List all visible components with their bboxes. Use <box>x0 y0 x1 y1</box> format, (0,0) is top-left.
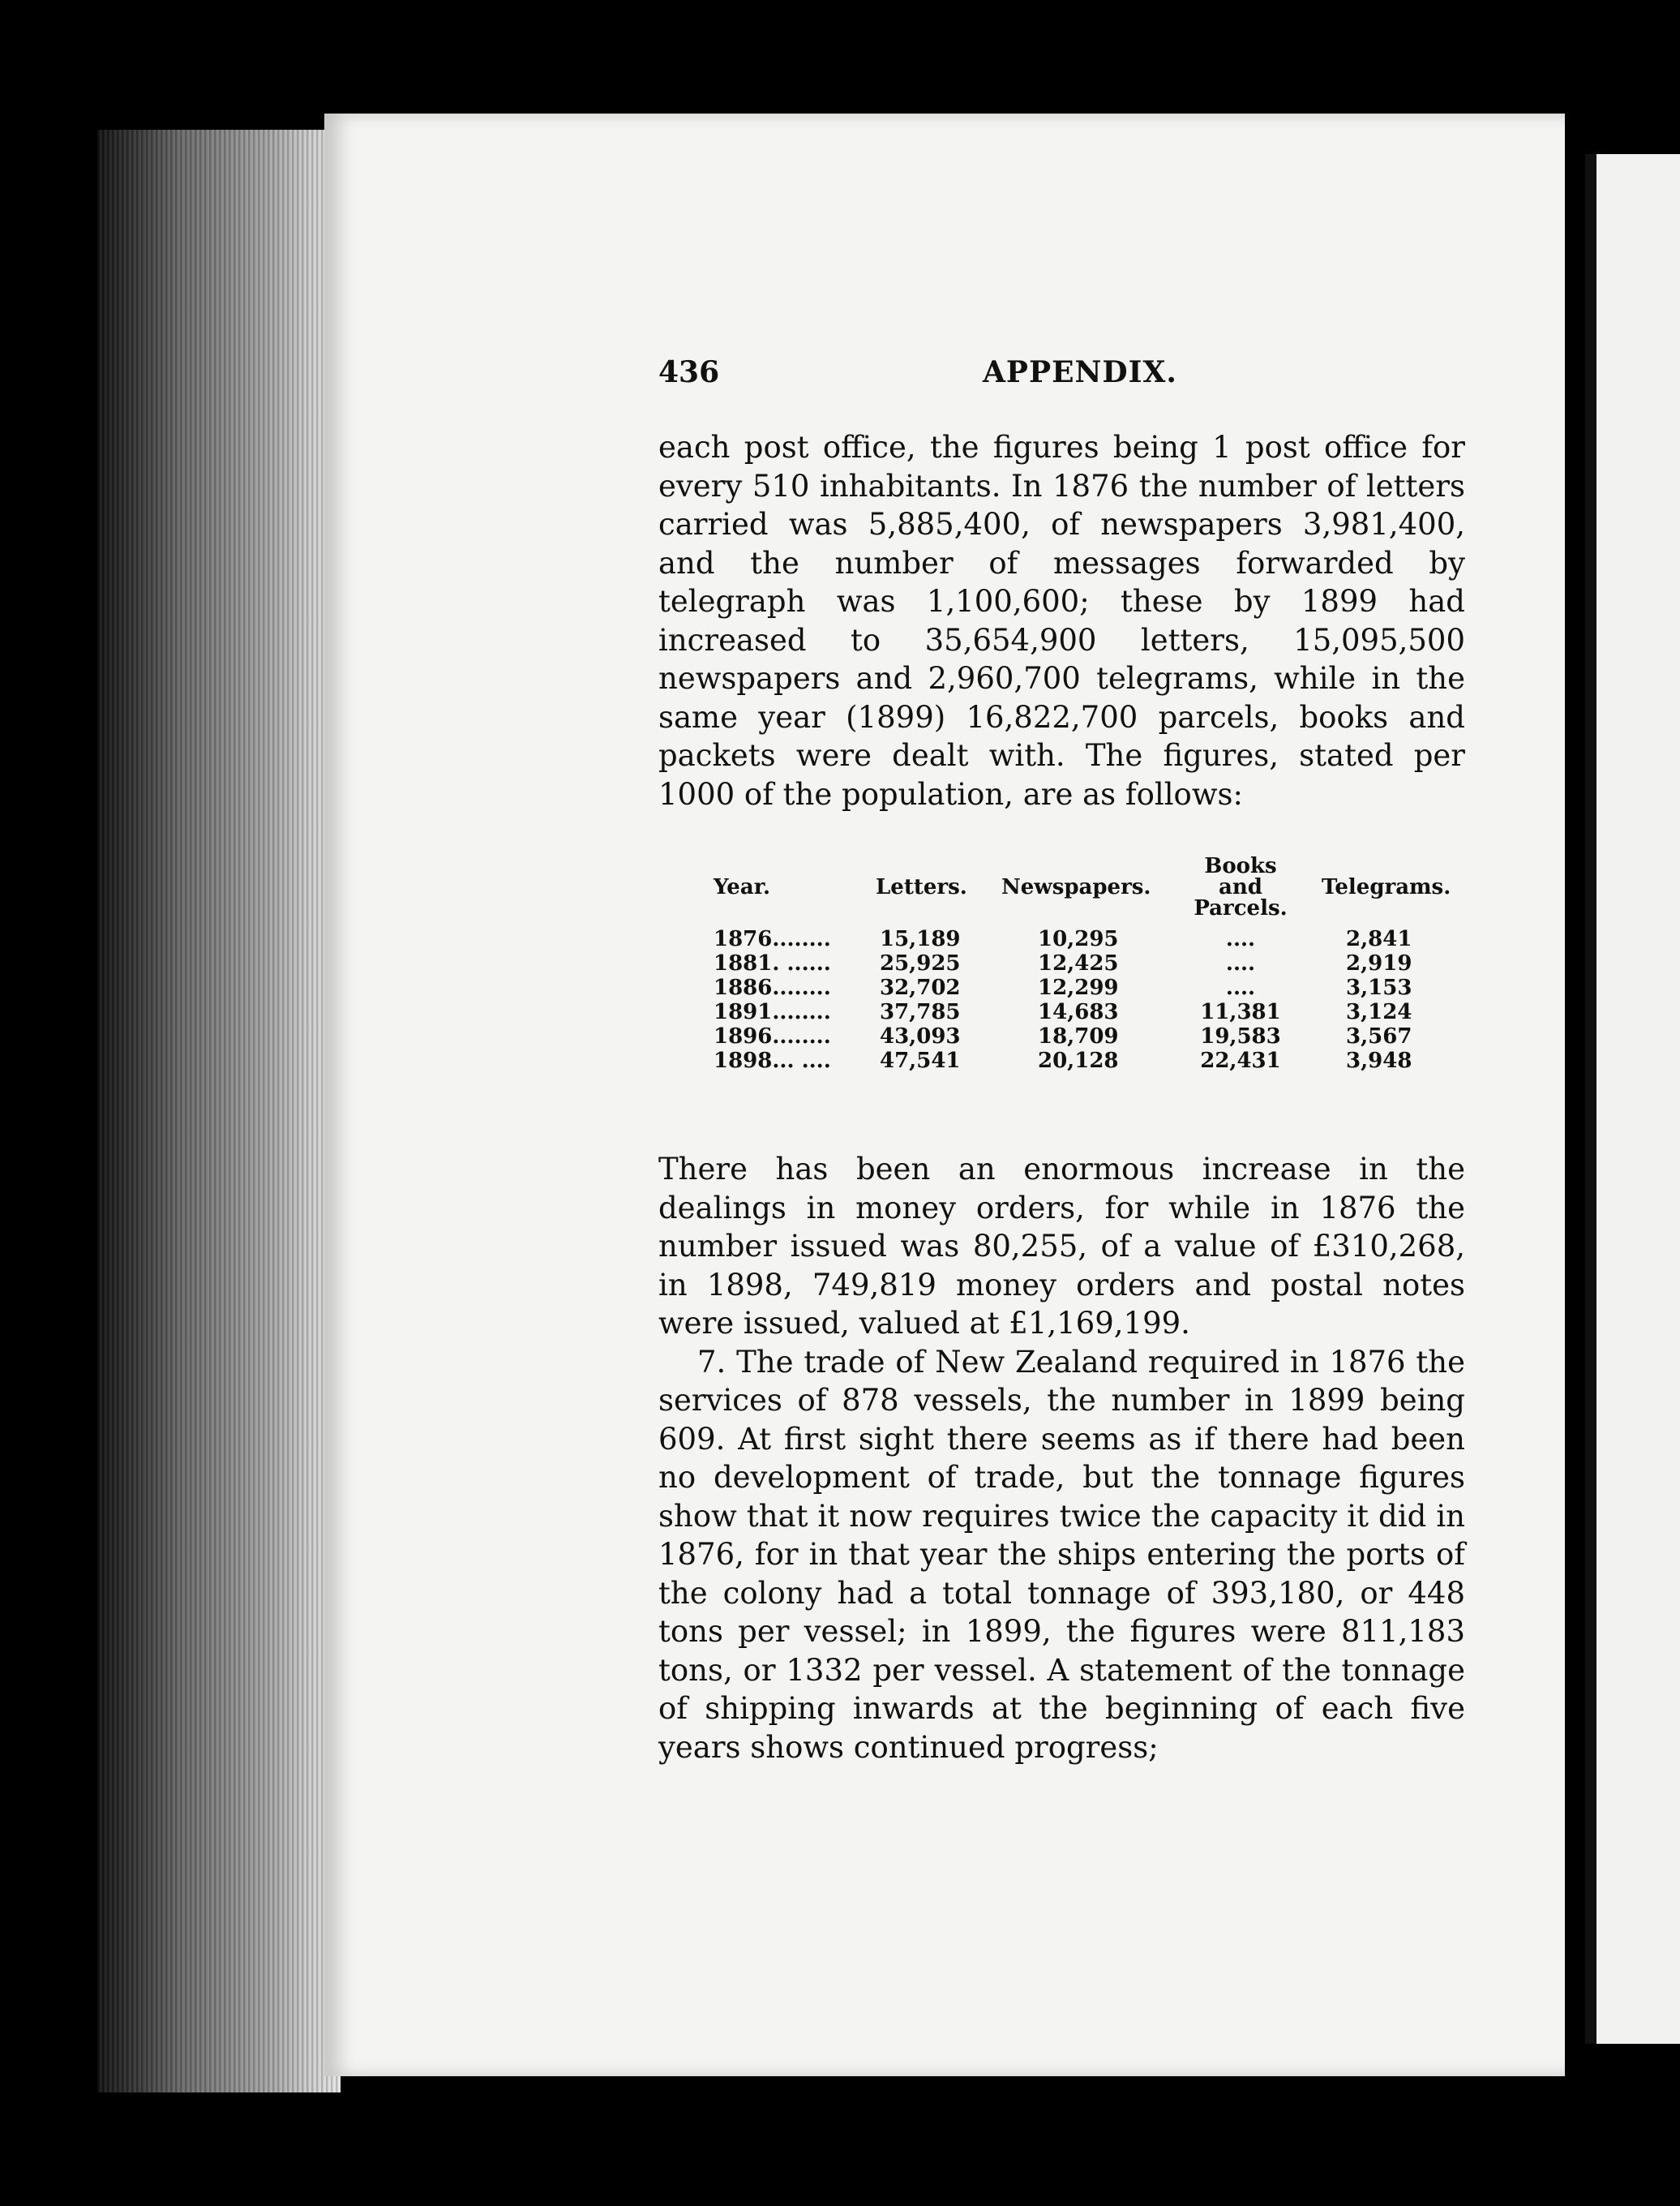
table-row <box>705 1000 1459 1024</box>
header-letters: Letters. <box>876 875 967 899</box>
year-cell: 1891........ <box>714 1000 831 1024</box>
newspapers-cell: 12,425 <box>1038 951 1119 976</box>
year-cell: 1886........ <box>714 976 831 1000</box>
header-books-line-3: Parcels. <box>1194 896 1288 921</box>
newspapers-cell: 12,299 <box>1038 976 1119 1000</box>
books-cell: 22,431 <box>1200 1049 1281 1073</box>
year-cell: 1881. ...... <box>714 951 831 976</box>
books-cell: .... <box>1225 951 1256 976</box>
telegrams-cell: 2,919 <box>1346 951 1412 976</box>
header-telegrams: Telegrams. <box>1322 875 1451 899</box>
paragraph-3: 7. The trade of New Zealand required in 1876 the services of 878 vessels, the number in 1899 being 609. At first sight there seems as if there had been no development of trade, but the tonnage figures show that it now requires twice the capacity it did in 1876, for in that year the ships entering the ports of the colony had a total tonnage of 393,180, or 448 tons per vessel; in 1899, the figures were 811,183 tons, or 1332 per vessel. A statement of the tonnage of shipping inwards at the beginning of each five years shows continued progress; <box>658 1344 1465 1765</box>
letters-cell: 47,541 <box>880 1049 961 1073</box>
newspapers-cell: 10,295 <box>1038 927 1119 951</box>
book-page <box>324 114 1565 2076</box>
paragraph-2-block <box>658 1150 1465 1766</box>
paragraph-1-block <box>658 428 1465 813</box>
year-cell: 1896........ <box>714 1024 831 1049</box>
telegrams-cell: 3,124 <box>1346 1000 1412 1024</box>
telegrams-cell: 2,841 <box>1346 927 1412 951</box>
book-page-edges <box>97 130 341 2092</box>
page-number: 436 <box>658 355 720 389</box>
letters-cell: 25,925 <box>880 951 961 976</box>
letters-cell: 43,093 <box>880 1024 961 1049</box>
header-books-line-2: and <box>1219 875 1262 899</box>
books-cell: .... <box>1225 927 1256 951</box>
paragraph-1: each post office, the figures being 1 post office for every 510 inhabitants. In 1876 the number of letters carried was 5,885,400, of newspapers 3,981,400, and the number of messages forwarded by telegraph was 1,100,600; these by 1899 had increased to 35,654,900 letters, 15,095,500 newspapers and 2,960,700 telegrams, while in the same year (1899) 16,822,700 parcels, books and packets were dealt with. The figures, stated per 1000 of the population, are as follows: <box>658 430 1465 812</box>
newspapers-cell: 14,683 <box>1038 1000 1119 1024</box>
table-row <box>705 976 1459 1000</box>
paragraph-2: There has been an enormous increase in the dealings in money orders, for while in 1876 the number issued was 80,255, of a value of £310,268, in 1898, 749,819 money orders and postal notes were issued, valued at £1,169,199. <box>658 1152 1465 1341</box>
table-row <box>705 1024 1459 1049</box>
telegrams-cell: 3,948 <box>1346 1049 1412 1073</box>
books-cell: 11,381 <box>1200 1000 1281 1024</box>
newspapers-cell: 20,128 <box>1038 1049 1119 1073</box>
header-newspapers: Newspapers. <box>1001 875 1151 899</box>
telegrams-cell: 3,153 <box>1346 976 1412 1000</box>
table-row <box>705 951 1459 976</box>
year-cell: 1876........ <box>714 927 831 951</box>
newspapers-cell: 18,709 <box>1038 1024 1119 1049</box>
header-books-and-parcels <box>1192 856 1289 919</box>
table-row <box>705 1049 1459 1073</box>
year-cell: 1898... .... <box>714 1049 831 1073</box>
facing-page-edge <box>1585 154 1680 2044</box>
letters-cell: 15,189 <box>880 927 961 951</box>
header-books-line-1: Books <box>1204 854 1277 878</box>
telegrams-cell: 3,567 <box>1346 1024 1412 1049</box>
letters-cell: 37,785 <box>880 1000 961 1024</box>
running-header <box>658 355 1465 396</box>
header-year: Year. <box>714 875 771 899</box>
books-cell: 19,583 <box>1200 1024 1281 1049</box>
table-row <box>705 927 1459 951</box>
letters-cell: 32,702 <box>880 976 961 1000</box>
running-title: APPENDIX. <box>983 355 1177 389</box>
books-cell: .... <box>1225 976 1256 1000</box>
